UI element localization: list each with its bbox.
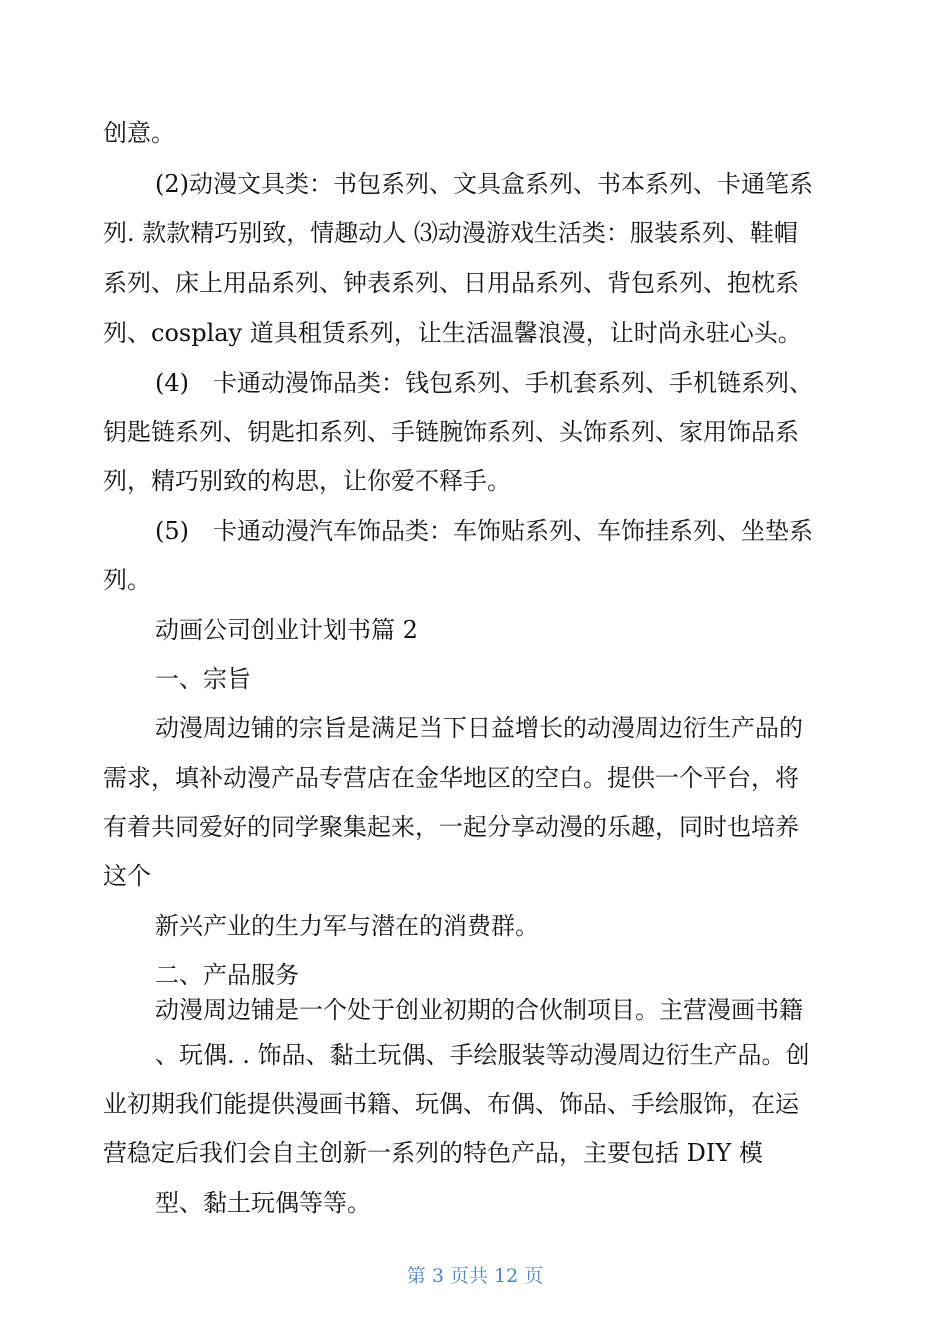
text-line: 列、cosplay 道具租赁系列，让生活温馨浪漫，让时尚永驻心头。	[103, 319, 802, 347]
text-line: (4) 卡通动漫饰品类：钱包系列、手机套系列、手机链系列、	[155, 369, 813, 397]
text-line: 系列、床上用品系列、钟表系列、日用品系列、背包系列、抱枕系	[103, 269, 799, 297]
text-line: 业初期我们能提供漫画书籍、玩偶、布偶、饰品、手绘服饰，在运	[103, 1090, 799, 1118]
section-title: 动画公司创业计划书篇 2	[155, 616, 418, 644]
text-line: 需求，填补动漫产品专营店在金华地区的空白。提供一个平台，将	[103, 764, 799, 792]
text-line: 、玩偶. . 饰品、黏土玩偶、手绘服装等动漫周边衍生产品。创	[155, 1041, 810, 1069]
text-line: 这个	[103, 862, 151, 890]
text-line: 列。	[103, 566, 151, 594]
text-line: 动漫周边铺是一个处于创业初期的合伙制项目。主营漫画书籍	[155, 996, 803, 1024]
text-line: 动漫周边铺的宗旨是满足当下日益增长的动漫周边衍生产品的	[155, 714, 803, 742]
text-line: 新兴产业的生力军与潜在的消费群。	[155, 912, 539, 940]
text-line: 有着共同爱好的同学聚集起来，一起分享动漫的乐趣，同时也培养	[103, 813, 799, 841]
text-line: 创意。	[103, 119, 175, 147]
text-line: 钥匙链系列、钥匙扣系列、手链腕饰系列、头饰系列、家用饰品系	[103, 418, 799, 446]
text-line: (2)动漫文具类：书包系列、文具盒系列、书本系列、卡通笔系	[155, 170, 813, 198]
text-line: (5) 卡通动漫汽车饰品类：车饰贴系列、车饰挂系列、坐垫系	[155, 517, 813, 545]
text-line: 型、黏土玩偶等等。	[155, 1189, 371, 1217]
section-heading: 二、产品服务	[155, 961, 299, 989]
text-line: 营稳定后我们会自主创新一系列的特色产品，主要包括 DIY 模	[103, 1139, 763, 1167]
text-line: 列. 款款精巧别致，情趣动人 ⑶动漫游戏生活类：服装系列、鞋帽	[103, 219, 798, 247]
text-line: 列，精巧别致的构思，让你爱不释手。	[103, 467, 511, 495]
page-number-footer: 第 3 页共 12 页	[406, 1265, 544, 1287]
section-heading: 一、宗旨	[155, 665, 251, 693]
